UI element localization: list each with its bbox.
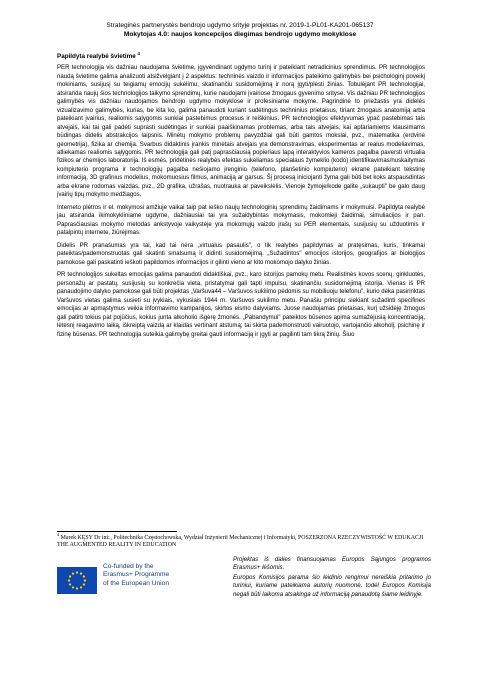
eu-logo-line2: Erasmus+ Programme xyxy=(103,571,170,579)
funding-disclaimer xyxy=(233,556,431,600)
footnote xyxy=(57,532,427,549)
paragraph: PR technologijos sukeltas emocijas galima panaudoti didaktiškai, pvz., karo istorijos pamokų metu. Realistinės kovos scenų, ginkluotės, personažų ar pastatų, susijusių su konkrečia vieta, pristatymai gali tapti impulsu, skatinančiu susidomėjimą istorija. Vienas iš PR panaudojimo dalyko pamokose gali būti projektas „Varšuva44 – Varšuvos sukilimo pėdomis su mobiliuoju telefonu", kurio dėka pasirinktas Varšuvos vietas galima susieti su įvykiais, vykusiais 1944 m. Varšuvos sukilimo metu. Panašiu principu siekiant sužadinti specifines emocijas ar apmąstymus veikia informavimo kampanijos, skirtos eismo dalyviams. Juose naudojamas prietaisas, kurį užsidėję žmogus gali patirti tokius pat pojūčius, kokius junta alkoholio išgėrę žmonės. „Pabandymui" pateiktos būsenos apima sumažėjusią koncentraciją, lėtesnį reagavimo laiką, iškreiptą vaizdą ar klaidas vertinant atstumą; tai skirta pademonstruoti vairuotojo, vartojančio alkoholį, psichinę ir fizinę būsenas. PR technologija suteikia galimybę greitai gauti informaciją ir įgyti ar pagilinti tam tikrą žinių. Šiuo xyxy=(57,272,425,338)
header-title-line: Mokytojas 4.0: naujos koncepcijos diegimas bendrojo ugdymo mokyklose xyxy=(123,30,357,38)
eu-cofunding-logo xyxy=(57,557,187,617)
footnote-text: Marek KĘSY Dr inż., Politechnika Częstochowska, Wydział Inżynierii Mechanicznej i Informatyki, POSZERZONA RZECZYWISTOŚĆ W EDUKACJI THE AUGMENTED REALITY IN EDUCATION xyxy=(57,535,424,549)
paragraph: Didelis PR pranašumas yra tai, kad tai nėra „virtualus pasaulis", o tik realybės papildymas ar pratęsimas, kuris, tinkamai pateiktas/pademonstruotas gali skatinti smalsumą ir didinti susidomėjimą. „Sužadintos" emocijos istorijos, geografijos ar biologijos pamokose gali paskatinti ieškoti papildomos informacijos ir gilinti vieno ar kito mokomojo dalyko žinias. xyxy=(57,242,425,266)
section-heading xyxy=(57,50,425,61)
footnote-number: 4 xyxy=(57,532,60,538)
eu-logo-line3: of the European Union xyxy=(103,579,169,587)
eu-star xyxy=(84,579,86,581)
eu-star xyxy=(80,586,82,588)
eu-flag-icon xyxy=(57,567,97,594)
eu-star xyxy=(83,575,85,577)
header-project-line: Strateginės partnerystės bendrojo ugdymo srityje projektas nr. 2019-1-PL01-KA201-065137 xyxy=(106,22,374,29)
eu-star xyxy=(76,587,78,589)
page-header xyxy=(40,22,440,39)
eu-stars-icon xyxy=(57,567,97,594)
eu-star xyxy=(80,572,82,574)
section-heading-text: Papildyta realybė švietime xyxy=(57,53,136,60)
disclaimer-liability: Europos Komisijos parama šio leidinio rengimui nereiškia pritarimo jo turiniui, kuriame pateikiama autorių nuomonė, todėl Europos Komisija negali būti laikoma atsakinga už informaciją panaudotą šiame leidinyje. xyxy=(233,575,431,598)
footnote-marker: 4 xyxy=(137,50,140,56)
paragraph: PER technologija vis dažniau naudojama švietime, įgyvendinant ugdymo turinį ir pateikiant netradicinius sprendimus. PR technologijos naudą švietime galima analizuoti atsižvelgiant į 2 aspektus: techninės vaizdo ir informacijos pateikimo galimybės bei psichologinį poveikį mokiniams, susijusį su teigiamų emocijų sukėlimu, skatinančiu susidomėjimą ir norą įgyti/plėsti žinias. Tobulėjant PR technologijai, atsiranda naujų šios technologijos taikymo sprendimų, kurie naudojami įvairiose žmogaus gyvenimo srityse. Vis dažniau PR technologijos galimybės vis dažniau naudojamos bendrojo ugdymo mokyklose ir profesiniame mokyme. Pagrindinė to priežastis yra didelės vizualizavimo galimybės, kurias, be kita ko, galima panaudoti kuriant sudėtingus techninius prietaisus, tiriant žmogaus anatomiją arba pateikiant įvairius, realiomis sąlygomis sunkiai pastebimus procesus ir reiškinius. PR technologijos efektyvumas ypač pastebimas tais atvejais, kai tai gali padėti suprasti sudėtingas ir sunkiai paaiškinamas problemas, arba tais atvejais, kai aptariamiems klausimams būdingas didelis abstrakcijos laipsnis. Minėtų mokymo problemų pavyzdžiai gali būti gamtos mokslai, pvz., matematika (erdvinė geometrija), fizika ar chemija. Svarbus didaktinis įrankis minėtais atvejais yra demonstravimas, eksperimentas ar realus modeliavimas, atliekamas realiomis sąlygomis. PR technologija gali patį paprasčiausią popieriaus lapą interaktyvios kameros pagalba paversti virtualia fizikos ar chemijos laboratorija. Iš esmės, pridėtinės realybės efektas sukeliamas specialaus žymeklio (kodo) identifikavimas/nuskaitymas kompiuterio programa ir technologijų pagalba nešiojamo įrenginio (telefono, planšetinio kompiuterio) ekrane pateikiant tekstinę informaciją, 3D grafinius modelius, mokomuosius filmus, animaciją ar garsus. Šį procesą iniciojanti žyma gali būti bet koks atspausdintas arba ekrane rodomas vaizdas, pvz., 2D grafika, užrašas, nuotrauka ar paveikslėlis. Vienoje žymoje/kode galite „sukaupti" be galo daug įvairių tipų mokymo medžiagos. xyxy=(57,65,425,199)
eu-star xyxy=(69,575,71,577)
eu-star xyxy=(72,586,74,588)
eu-logo-text xyxy=(103,563,193,588)
eu-star xyxy=(69,583,71,585)
eu-star xyxy=(68,579,70,581)
paragraph: Interneto plėtros ir el. mokymosi amžiuje vaikai taip pat ieško naujų technologinių sprendimų žaidimams ir mokymuisi. Papildyta realybė jau atsiranda ikimokykliniame ugdyme, dažniausiai tai yra sužaidybintas mokymasis, mokomieji žaidimai, simuliacijos ir pan. Paprasčiausias mokymo metodas ankstyvoje vaikystėje yra mokomųjų vaizdo įrašų su PER elementais, susijusių su užduotimis ir patalpintų internete, žiūrėjimas. xyxy=(57,204,425,237)
document-body xyxy=(57,50,425,343)
footnote-divider xyxy=(57,531,177,532)
disclaimer-funding: Projektas iš dalies finansuojamas Europos Sąjungos programos Erasmus+ lėšomis. xyxy=(233,557,431,572)
eu-star xyxy=(76,571,78,573)
eu-star xyxy=(72,572,74,574)
eu-logo-line1: Co-funded by the xyxy=(103,563,154,570)
eu-star xyxy=(83,583,85,585)
